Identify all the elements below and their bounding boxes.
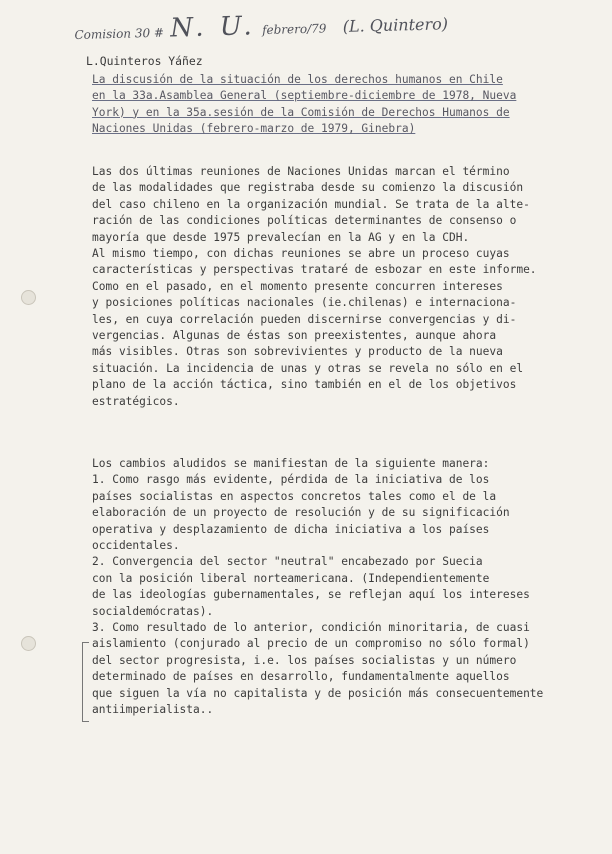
text-line: determinado de países en desarrollo, fundamentalmente aquellos (92, 670, 510, 684)
text-line: operativa y desplazamiento de dicha iniciativa a los países (92, 522, 490, 536)
text-line: Como en el pasado, en el momento presente concurren intereses (92, 279, 503, 293)
text-line: les, en cuya correlación pueden discernirse convergencias y di- (92, 312, 517, 326)
text-line: y posiciones políticas nacionales (ie.chilenas) e internaciona- (92, 296, 517, 310)
text-line: elaboración de un proyecto de resolución y de su significación (92, 506, 510, 520)
text-line: 3. Como resultado de lo anterior, condición minoritaria, de cuasi (92, 621, 530, 635)
text-line: 1. Como rasgo más evidente, pérdida de la iniciativa de los (92, 473, 490, 487)
text-line: situación. La incidencia de unas y otras se revela no sólo en el (92, 361, 524, 375)
handwritten-ref: Comision 30 # (74, 25, 165, 42)
text-line: antiimperialista.. (92, 703, 214, 717)
handwritten-author: (L. Quintero) (342, 14, 449, 36)
handwritten-initials: N. U. (169, 11, 257, 44)
text-line: Al mismo tiempo, con dichas reuniones se abre un proceso cuyas (92, 247, 510, 261)
punch-hole (21, 636, 36, 651)
text-line: del caso chileno en la organización mundial. Se trata de la alte- (92, 197, 530, 211)
text-line: de las ideologías gubernamentales, se reflejan aquí los intereses (92, 588, 530, 602)
text-line: vergencias. Algunas de éstas son preexistentes, aunque ahora (92, 329, 497, 343)
document-title (92, 72, 516, 138)
text-line: estratégicos. (92, 394, 180, 408)
handwritten-annotation (74, 6, 448, 46)
paragraph-2 (92, 456, 543, 719)
title-line: York) y en la 35a.sesión de la Comisión de Derechos Humanos de (92, 105, 510, 119)
text-line: plano de la acción táctica, sino también en el de los objetivos (92, 378, 517, 392)
title-line: Naciones Unidas (febrero-marzo de 1979, Ginebra) (92, 122, 416, 136)
text-line: mayoría que desde 1975 prevalecían en la AG y en la CDH. (92, 230, 470, 244)
text-line: socialdemócratas). (92, 604, 214, 618)
text-line: más visibles. Otras son sobrevivientes y producto de la nueva (92, 345, 503, 359)
paragraph-1 (92, 164, 537, 410)
text-line: occidentales. (92, 539, 180, 553)
text-line: con la posición liberal norteamericana. (Independientemente (92, 571, 490, 585)
text-line: 2. Convergencia del sector "neutral" encabezado por Suecia (92, 555, 483, 569)
text-line: aislamiento (conjurado al precio de un compromiso no sólo formal) (92, 637, 530, 651)
margin-bracket (82, 642, 89, 722)
punch-hole (21, 290, 36, 305)
text-line: de las modalidades que registraba desde su comienzo la discusión (92, 181, 524, 195)
text-line: que siguen la vía no capitalista y de posición más consecuentemente (92, 686, 544, 700)
handwritten-date: febrero/79 (261, 21, 327, 38)
text-line: ración de las condiciones políticas determinantes de consenso o (92, 214, 517, 228)
text-line: del sector progresista, i.e. los países socialistas y un número (92, 653, 517, 667)
text-line: Las dos últimas reuniones de Naciones Unidas marcan el término (92, 165, 510, 178)
text-line: características y perspectivas trataré de esbozar en este informe. (92, 263, 537, 277)
text-line: Los cambios aludidos se manifiestan de la siguiente manera: (92, 457, 490, 470)
author-name: L.Quinteros Yáñez (86, 54, 203, 68)
title-line: La discusión de la situación de los derechos humanos en Chile (92, 73, 503, 86)
text-line: países socialistas en aspectos concretos tales como el de la (92, 489, 497, 503)
title-line: en la 33a.Asamblea General (septiembre-diciembre de 1978, Nueva (92, 89, 517, 103)
